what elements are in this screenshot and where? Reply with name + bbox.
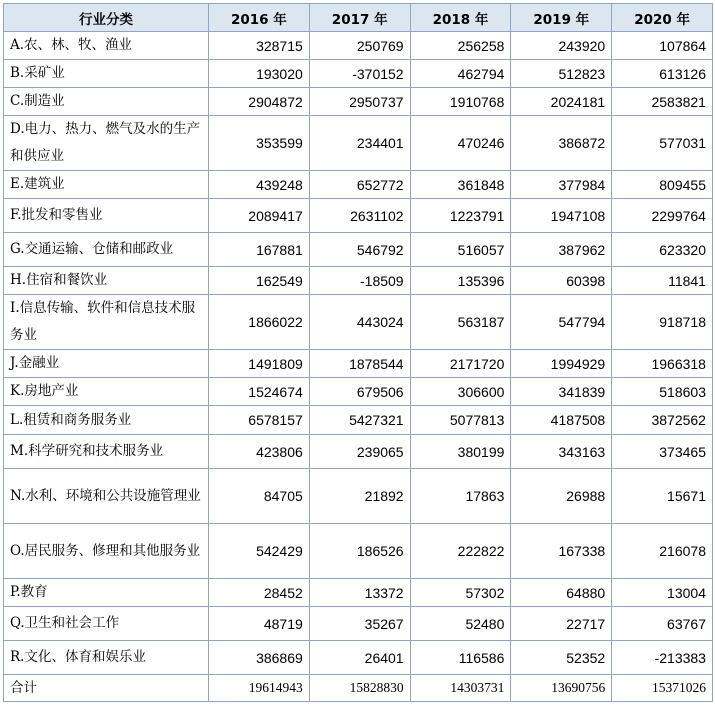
value-cell: 328715 [209,32,310,60]
industry-label: K.房地产业 [4,378,209,406]
industry-label: P.教育 [4,579,209,607]
value-cell: 373465 [612,435,713,469]
value-cell: -18509 [309,267,410,295]
header-year: 2019 年 [511,4,612,32]
value-cell: 1866022 [209,295,310,350]
value-cell: 57302 [410,579,511,607]
header-year: 2016 年 [209,4,310,32]
value-cell: 341839 [511,378,612,406]
table-row [4,641,713,675]
industry-label: D.电力、热力、燃气及水的生产和供应业 [4,116,209,171]
value-cell: 234401 [309,116,410,171]
value-cell: 63767 [612,607,713,641]
industry-label: H.住宿和餐饮业 [4,267,209,295]
value-cell: 343163 [511,435,612,469]
value-cell: 2631102 [309,199,410,233]
value-cell: 48719 [209,607,310,641]
industry-label: C.制造业 [4,88,209,116]
industry-label: L.租赁和商务服务业 [4,406,209,435]
value-cell: 1947108 [511,199,612,233]
value-cell: 1966318 [612,350,713,378]
value-cell: 22717 [511,607,612,641]
industry-label: I.信息传输、软件和信息技术服务业 [4,295,209,350]
value-cell: 52352 [511,641,612,675]
value-cell: 613126 [612,60,713,88]
value-cell: 387962 [511,233,612,267]
value-cell: 516057 [410,233,511,267]
value-cell: 2583821 [612,88,713,116]
table-row [4,233,713,267]
value-cell: 107864 [612,32,713,60]
value-cell: 250769 [309,32,410,60]
total-value-cell: 14303731 [410,675,511,702]
value-cell: 1223791 [410,199,511,233]
value-cell: 1994929 [511,350,612,378]
value-cell: 518603 [612,378,713,406]
header-year: 2017 年 [309,4,410,32]
value-cell: 243920 [511,32,612,60]
value-cell: 84705 [209,469,310,524]
industry-label: O.居民服务、修理和其他服务业 [4,524,209,579]
value-cell: 679506 [309,378,410,406]
value-cell: 15671 [612,469,713,524]
value-cell: 512823 [511,60,612,88]
header-year: 2020 年 [612,4,713,32]
value-cell: 3872562 [612,406,713,435]
value-cell: 652772 [309,171,410,199]
total-value-cell: 13690756 [511,675,612,702]
total-row [4,675,713,702]
total-label: 合计 [4,675,209,702]
industry-label: N.水利、环境和公共设施管理业 [4,469,209,524]
industry-data-table [3,3,713,702]
industry-label: B.采矿业 [4,60,209,88]
table-row [4,524,713,579]
value-cell: 2904872 [209,88,310,116]
value-cell: 423806 [209,435,310,469]
value-cell: 13372 [309,579,410,607]
value-cell: 5077813 [410,406,511,435]
industry-label: Q.卫生和社会工作 [4,607,209,641]
industry-label: E.建筑业 [4,171,209,199]
value-cell: 563187 [410,295,511,350]
total-value-cell: 15371026 [612,675,713,702]
value-cell: 2299764 [612,199,713,233]
header-row [4,4,713,32]
value-cell: 470246 [410,116,511,171]
table-row [4,406,713,435]
value-cell: 60398 [511,267,612,295]
value-cell: 380199 [410,435,511,469]
value-cell: 306600 [410,378,511,406]
value-cell: 216078 [612,524,713,579]
table-row [4,469,713,524]
value-cell: 35267 [309,607,410,641]
industry-label: A.农、林、牧、渔业 [4,32,209,60]
value-cell: 64880 [511,579,612,607]
value-cell: 17863 [410,469,511,524]
industry-label: G.交通运输、仓储和邮政业 [4,233,209,267]
value-cell: 186526 [309,524,410,579]
value-cell: 1491809 [209,350,310,378]
value-cell: 2171720 [410,350,511,378]
value-cell: 11841 [612,267,713,295]
table-row [4,435,713,469]
value-cell: 439248 [209,171,310,199]
value-cell: 2089417 [209,199,310,233]
value-cell: 361848 [410,171,511,199]
industry-label: M.科学研究和技术服务业 [4,435,209,469]
value-cell: 167338 [511,524,612,579]
value-cell: 239065 [309,435,410,469]
value-cell: -370152 [309,60,410,88]
value-cell: 135396 [410,267,511,295]
value-cell: 577031 [612,116,713,171]
value-cell: 6578157 [209,406,310,435]
value-cell: 52480 [410,607,511,641]
value-cell: 542429 [209,524,310,579]
header-industry: 行业分类 [4,4,209,32]
value-cell: 222822 [410,524,511,579]
value-cell: 21892 [309,469,410,524]
value-cell: 193020 [209,60,310,88]
value-cell: 462794 [410,60,511,88]
value-cell: 28452 [209,579,310,607]
value-cell: 623320 [612,233,713,267]
value-cell: 1910768 [410,88,511,116]
table-row [4,32,713,60]
value-cell: 1524674 [209,378,310,406]
value-cell: 5427321 [309,406,410,435]
industry-label: R.文化、体育和娱乐业 [4,641,209,675]
value-cell: 116586 [410,641,511,675]
value-cell: 2950737 [309,88,410,116]
value-cell: 256258 [410,32,511,60]
value-cell: 377984 [511,171,612,199]
value-cell: 1878544 [309,350,410,378]
table-row [4,171,713,199]
table-row [4,295,713,350]
value-cell: 353599 [209,116,310,171]
value-cell: 26401 [309,641,410,675]
value-cell: 26988 [511,469,612,524]
value-cell: 162549 [209,267,310,295]
total-value-cell: 15828830 [309,675,410,702]
value-cell: 167881 [209,233,310,267]
table-row [4,267,713,295]
table-body [4,32,713,702]
table-row [4,378,713,406]
value-cell: 547794 [511,295,612,350]
industry-label: F.批发和零售业 [4,199,209,233]
value-cell: 386872 [511,116,612,171]
table-row [4,607,713,641]
table-row [4,88,713,116]
value-cell: 386869 [209,641,310,675]
table-row [4,116,713,171]
value-cell: 4187508 [511,406,612,435]
value-cell: 809455 [612,171,713,199]
value-cell: 918718 [612,295,713,350]
header-year: 2018 年 [410,4,511,32]
industry-label: J.金融业 [4,350,209,378]
value-cell: 13004 [612,579,713,607]
value-cell: 2024181 [511,88,612,116]
table-row [4,579,713,607]
value-cell: -213383 [612,641,713,675]
value-cell: 546792 [309,233,410,267]
table-row [4,350,713,378]
total-value-cell: 19614943 [209,675,310,702]
value-cell: 443024 [309,295,410,350]
table-row [4,199,713,233]
table-row [4,60,713,88]
